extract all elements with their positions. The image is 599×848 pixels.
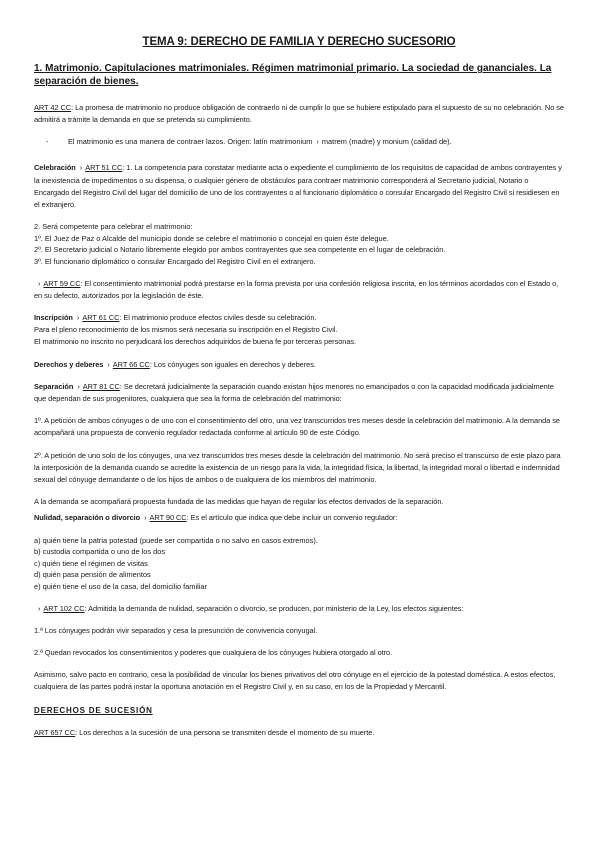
bullet-text: [68, 136, 452, 148]
paragraph-derechos: [34, 359, 564, 371]
label-celebracion: Celebración: [34, 163, 76, 173]
paragraph-inscripcion: [34, 312, 564, 349]
article-ref-90: ART 90 CC: [149, 513, 187, 523]
paragraph-celebracion: [34, 162, 564, 211]
arrow-icon: ›: [38, 603, 41, 613]
arrow-icon: ›: [76, 313, 80, 322]
label-nulidad: Nulidad, separación o divorcio: [34, 513, 141, 523]
label-derechos: Derechos y deberes: [34, 359, 104, 369]
article-text-66: : Los cónyuges son iguales en derechos y deberes.: [149, 359, 316, 369]
paragraph-separacion-1: 1º. A petición de ambos cónyuges o de uno con el consentimiento del otro, una vez transcurridos tres meses desde la celebración del matrimonio. A la demanda se acompañará una propuesta de convenio regulador redactada conforme al artículo 90 de este Código.: [34, 416, 560, 438]
article-ref-66: ART 66 CC: [112, 359, 150, 369]
article-ref-61: ART 61 CC: [82, 313, 120, 322]
article-ref-59: ART 59 CC: [43, 278, 81, 288]
list-convenio: [34, 535, 564, 593]
inscripcion-line-2: Para el pleno reconocimiento de los mismos será necesaria su inscripción en el Registro Civil.: [34, 325, 338, 335]
paragraph-separacion-2: 2º. A petición de uno solo de los cónyuges, una vez transcurridos tres meses desde la celebración del matrimonio. No será preciso el transcurso de este plazo para la interposición de la demanda cuando se acredite la existencia de un riesgo para la vida, la integridad física, la libertad, la integridad moral o libertad e indemnidad sexual del cónyuge demandante o de los hijos de ambos o de cualquiera de los miembros del matrimonio.: [34, 450, 561, 485]
article-text-81: : Se decretará judicialmente la separación cuando existan hijos menores no emancipados o con la capacidad modificada judicialmente que dependan de sus progenitores, cualquiera que sea la forma de celebración del matrimonio:: [34, 381, 554, 404]
paragraph-art-42: [34, 102, 564, 126]
section-heading-matrimonio: 1. Matrimonio. Capitulaciones matrimoniales. Régimen matrimonial primario. La sociedad de gananciales. La separación de bienes.: [34, 63, 552, 87]
list-item: a) quién tiene la patria potestad (puede ser compartida o no salvo en casos extremos).: [34, 535, 318, 545]
paragraph-art-59: [34, 278, 564, 302]
arrow-icon: ›: [79, 163, 83, 173]
bullet-text-b: matrem (madre) y monium (calidad de).: [321, 137, 452, 147]
list-item: c) quién tiene el régimen de visitas: [34, 558, 148, 568]
paragraph-separacion-3: A la demanda se acompañará propuesta fundada de las medidas que hayan de regular los efectos derivados de la separación.: [34, 497, 444, 507]
list-item: 2º. El Secretario judicial o Notario libremente elegido por ambos contrayentes que sea competente en el lugar de celebración.: [34, 245, 446, 255]
paragraph-nulidad: [34, 512, 564, 524]
article-text-102: : Admitida la demanda de nulidad, separación o divorcio, se producen, por ministerio de la Ley, los efectos siguientes:: [84, 603, 464, 613]
article-ref-102: ART 102 CC: [43, 603, 85, 613]
list-item: e) quién tiene el uso de la casa, del domicilio familiar: [34, 582, 207, 592]
bullet-text-a: El matrimonio es una manera de contraer lazos. Origen: latín matrimonium: [68, 137, 313, 147]
list-item: 1º. El Juez de Paz o Alcalde del municipio donde se celebre el matrimonio o concejal en quien éste delegue.: [34, 233, 389, 243]
list-item: 3º. El funcionario diplomático o consular Encargado del Registro Civil en el extranjero.: [34, 257, 316, 266]
label-inscripcion: Inscripción: [34, 313, 73, 322]
paragraph-art-102: [34, 603, 564, 615]
document-page: [34, 36, 564, 749]
arrow-icon: ›: [144, 513, 147, 523]
list-intro: 2. Será competente para celebrar el matrimonio:: [34, 222, 193, 232]
label-separacion: Separación: [34, 381, 74, 391]
arrow-icon: ›: [38, 278, 41, 288]
paragraph-art-102-closing: Asimismo, salvo pacto en contrario, cesa la posibilidad de vincular los bienes privativos del otro cónyuge en el ejercicio de la potestad doméstica. A estos efectos, cualquiera de las partes podrá instar la oportuna anotación en el Registro Civil y, en su caso, en los de la Propiedad y Mercantil.: [34, 670, 556, 692]
art-102-item: 2.ª Quedan revocados los consentimientos y poderes que cualquiera de los cónyuges hubiera otorgado al otro.: [34, 648, 393, 658]
article-text-51: : 1. La competencia para constatar mediante acta o expediente el cumplimiento de los requisitos de capacidad de ambos contrayentes y la inexistencia de impedimentos o su dispensa, o cualquier género de obstáculos para contraer matrimonio corresponderá al Secretario judicial, Notario o Encargado del Registro Civil del lugar del domicilio de uno de los contrayentes o al funcionario diplomático o consular Encargado del Registro Civil si residiesen en el extranjero.: [34, 163, 562, 210]
article-text-90: : Es el artículo que indica que debe incluir un convenio regulador:: [186, 513, 398, 523]
bullet-etymology: [34, 136, 564, 148]
art-102-item: 1.ª Los cónyuges podrán vivir separados y cesa la presunción de convivencia conyugal.: [34, 625, 318, 635]
paragraph-separacion: [34, 381, 564, 405]
inscripcion-line-3: El matrimonio no inscrito no perjudicará los derechos adquiridos de buena fe por terceras personas.: [34, 337, 357, 347]
bullet-dash: -: [46, 137, 49, 147]
article-text-59: : El consentimiento matrimonial podrá prestarse en la forma prevista por una confesión religiosa inscrita, en los términos acordados con el Estado o, en su defecto, autorizados por la legislación de éste.: [34, 278, 559, 300]
article-text-42: : La promesa de matrimonio no produce obligación de contraerlo ni de cumplir lo que se hubiere estipulado para el supuesto de su no celebración. No se admitirá a trámite la demanda en que se pretenda su cumplimiento.: [34, 103, 564, 125]
article-text-61: : El matrimonio produce efectos civiles desde su celebración.: [119, 313, 317, 322]
list-item: b) custodia compartida o uno de los dos: [34, 547, 166, 557]
list-item: d) quién pasa pensión de alimentos: [34, 570, 151, 580]
list-competente: [34, 221, 564, 267]
section-heading-sucesion: DERECHOS DE SUCESIÓN: [34, 705, 153, 715]
arrow-icon: ›: [316, 137, 319, 147]
paragraph-art-657: [34, 727, 564, 739]
article-ref-51: ART 51 CC: [85, 163, 123, 173]
article-ref-42: ART 42 CC: [34, 103, 72, 112]
arrow-icon: ›: [107, 359, 110, 369]
article-ref-657: ART 657 CC: [34, 727, 76, 737]
arrow-icon: ›: [77, 381, 80, 391]
article-text-657: : Los derechos a la sucesión de una persona se transmiten desde el momento de su muerte.: [75, 727, 375, 737]
document-title: TEMA 9: DERECHO DE FAMILIA Y DERECHO SUCESORIO: [142, 36, 456, 48]
article-ref-81: ART 81 CC: [82, 381, 120, 391]
